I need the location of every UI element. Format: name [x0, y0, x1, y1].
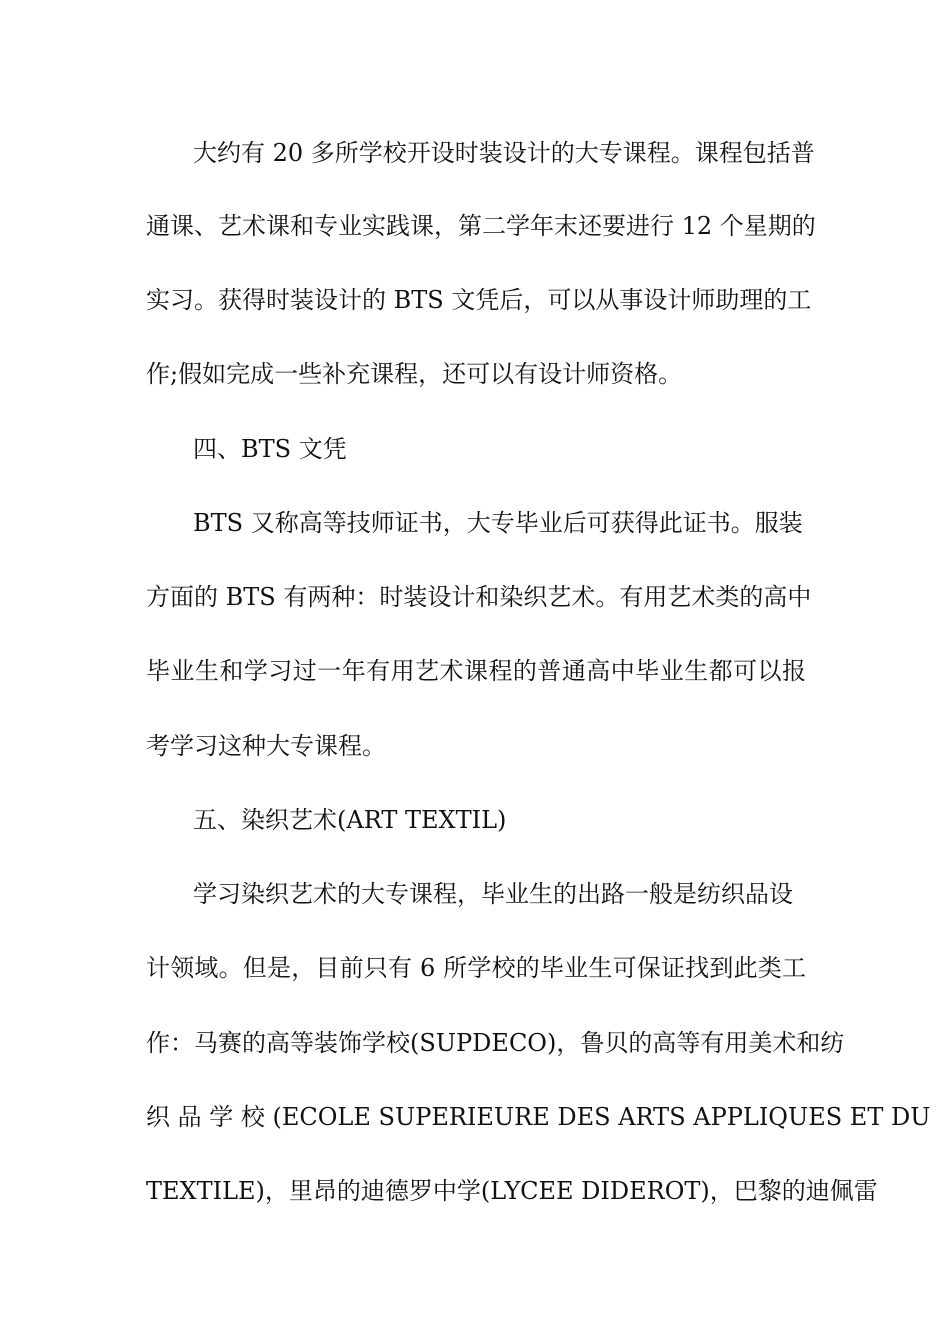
paragraph-3-line-3: 作：马赛的高等装饰学校(SUPDECO)，鲁贝的高等有用美术和纺: [146, 1029, 845, 1057]
paragraph-1-line-2: 通课、艺术课和专业实践课，第二学年末还要进行 12 个星期的: [146, 212, 816, 240]
paragraph-1-line-1: 大约有 20 多所学校开设时装设计的大专课程。课程包括普: [193, 139, 815, 167]
paragraph-1-line-4: 作;假如完成一些补充课程，还可以有设计师资格。: [146, 360, 683, 388]
paragraph-2-line-3: 毕业生和学习过一年有用艺术课程的普通高中毕业生都可以报: [146, 657, 806, 685]
paragraph-1-line-3: 实习。获得时装设计的 BTS 文凭后，可以从事设计师助理的工: [146, 286, 812, 314]
paragraph-3-line-2: 计领域。但是，目前只有 6 所学校的毕业生可保证找到此类工: [146, 954, 806, 982]
paragraph-3-line-1: 学习染织艺术的大专课程，毕业生的出路一般是纺织品设: [193, 880, 793, 908]
section-heading-bts: 四、BTS 文凭: [193, 435, 347, 463]
paragraph-2-line-4: 考学习这种大专课程。: [146, 732, 386, 760]
paragraph-3-line-5: TEXTILE)，里昂的迪德罗中学(LYCEE DIDEROT)，巴黎的迪佩雷: [146, 1177, 878, 1205]
paragraph-2-line-2: 方面的 BTS 有两种：时装设计和染织艺术。有用艺术类的高中: [146, 583, 812, 611]
paragraph-3-line-4: 织 品 学 校 (ECOLE SUPERIEURE DES ARTS APPLIQUES ET DU: [146, 1103, 931, 1131]
paragraph-2-line-1: BTS 又称高等技师证书，大专毕业后可获得此证书。服装: [193, 509, 803, 537]
section-heading-art-textil: 五、染织艺术(ART TEXTIL): [193, 806, 507, 834]
